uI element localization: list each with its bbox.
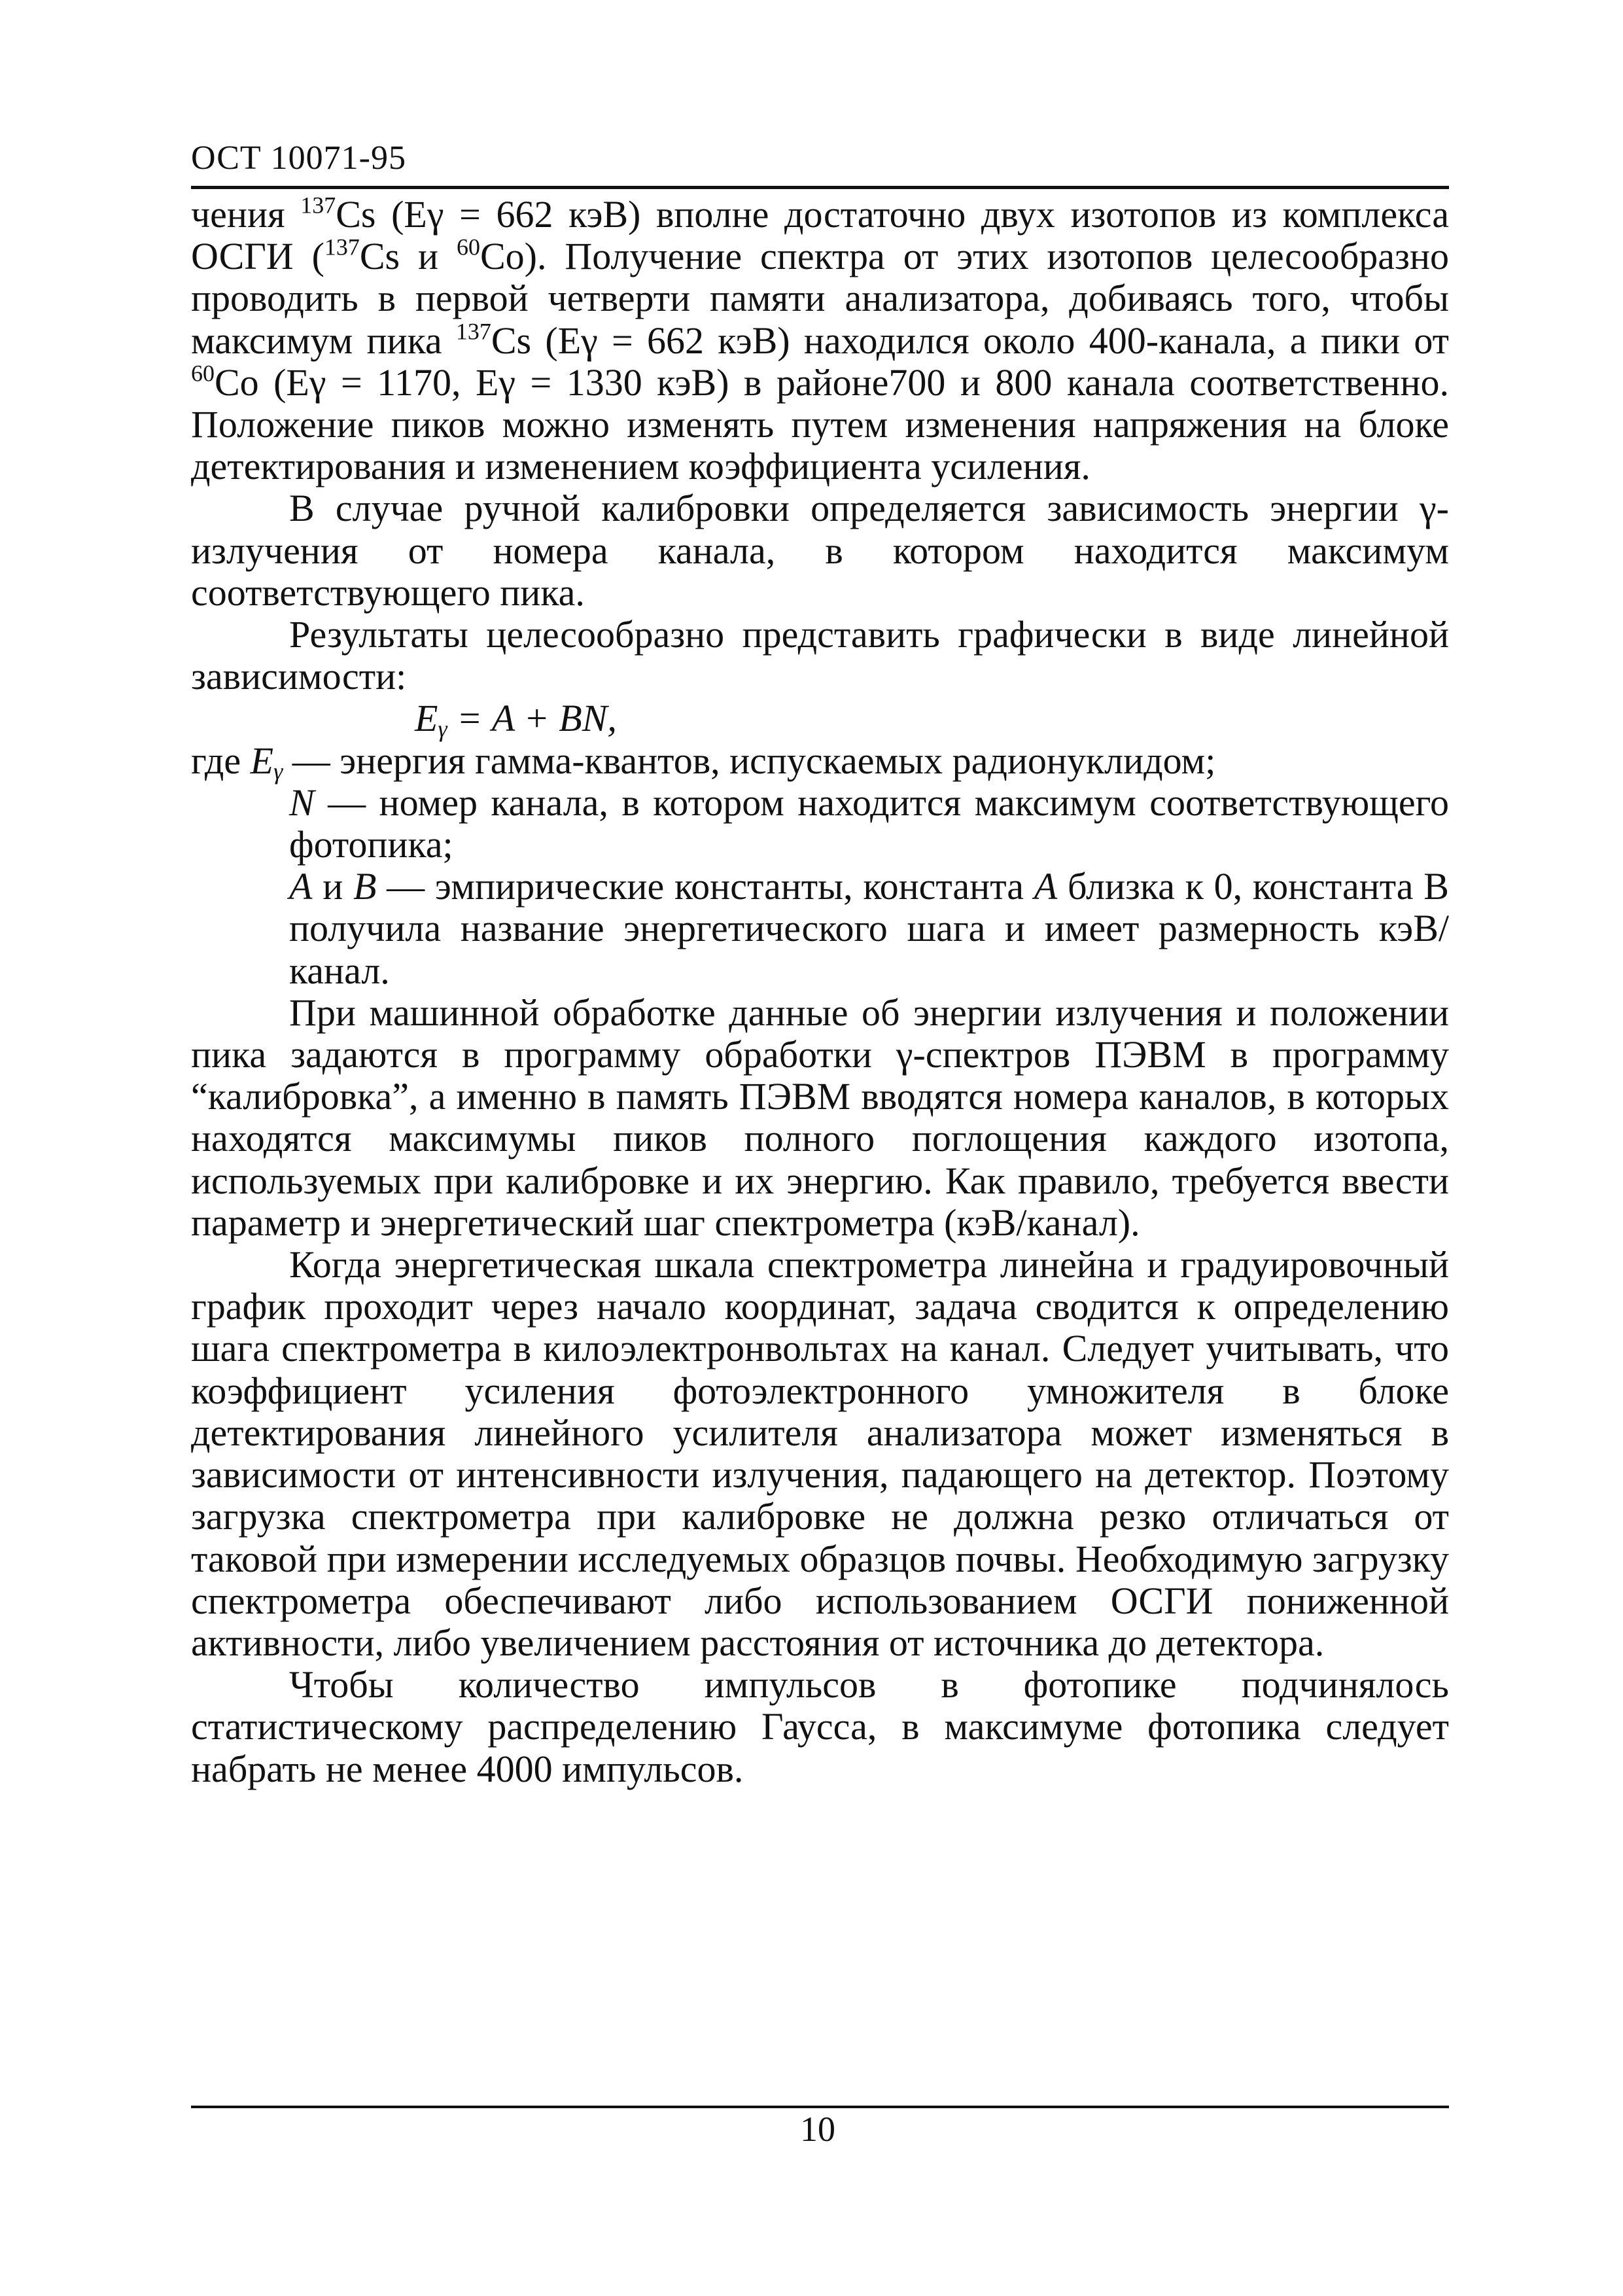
paragraph-6: Чтобы количество импульсов в фотопике подчинялось статистическому распределению Гаусса, в максимуме фотопика следует набрать не менее 4000 импульсов.: [191, 1663, 1449, 1790]
paragraph-4: При машинной обработке данные об энергии излучения и положении пика задаются в программу обработки γ-спектров ПЭВМ в программу “калибровка”, а именно в память ПЭВМ вводятся номера каналов, в которых находятся максимумы пиков полного поглощения каждого изотопа, используемых при калибровке и их энергию. Как правило, требуется ввести параметр и энергетический шаг спектрометра (кэВ/канал).: [191, 991, 1449, 1244]
definition-e-gamma: где $E_\gamma$ — энергия гамма-квантов, испускаемых радионуклидом;: [191, 739, 1216, 785]
definition-n: N — номер канала, в котором находится максимум соответствующего фотопика;: [289, 781, 1449, 866]
paragraph-3: Результаты целесообразно представить графически в виде линейной зависимости:: [191, 613, 1449, 698]
definition-a-b: A и B — эмпирические константы, константа A близка к 0, константа В получила название энергетического шага и имеет размерность кэВ/канал.: [289, 865, 1449, 992]
paragraph-1: чения $^{137}$Cs (Eγ = 662 кэВ) вполне достаточно двух изотопов из комплекса ОСГИ ($^{137}$Cs и $^{60}$Co). Получение спектра от этих изотопов целесообразно проводить в первой четверти памяти анализатора, добиваясь того, чтобы максимум пика $^{137}$Cs (Eγ = 662 кэВ) находился около 400-канала, а пики от $^{60}$Co (Eγ = 1170, Eγ = 1330 кэВ) в районе700 и 800 канала соответственно. Положение пиков можно изменять путем изменения напряжения на блоке детектирования и изменением коэффициента усиления.: [191, 192, 1450, 488]
paragraph-2: В случае ручной калибровки определяется зависимость энергии γ-излучения от номера канала, в котором находится максимум соответствующего пика.: [191, 487, 1449, 614]
document-header: ОСТ 10071-95: [191, 139, 406, 177]
page-number: 10: [800, 2110, 835, 2149]
header-rule: [191, 186, 1449, 189]
body-text: [191, 194, 1449, 1790]
paragraph-5: Когда энергетическая шкала спектрометра линейна и градуировочный график проходит через начало координат, задача сводится к определению шага спектрометра в килоэлектронвольтах на канал. Следует учитывать, что коэффициент усиления фотоэлектронного умножителя в блоке детектирования линейного усилителя анализатора может изменяться в зависимости от интенсивности излучения, падающего на детектор. Поэтому загрузка спектрометра при калибровке не должна резко отличаться от таковой при измерении исследуемых образцов почвы. Необходимую загрузку спектрометра обеспечивают либо использованием ОСГИ пониженной активности, либо увеличением расстояния от источника до детектора.: [191, 1243, 1449, 1664]
formula: $E_\gamma = A$ + BN,: [415, 697, 617, 743]
